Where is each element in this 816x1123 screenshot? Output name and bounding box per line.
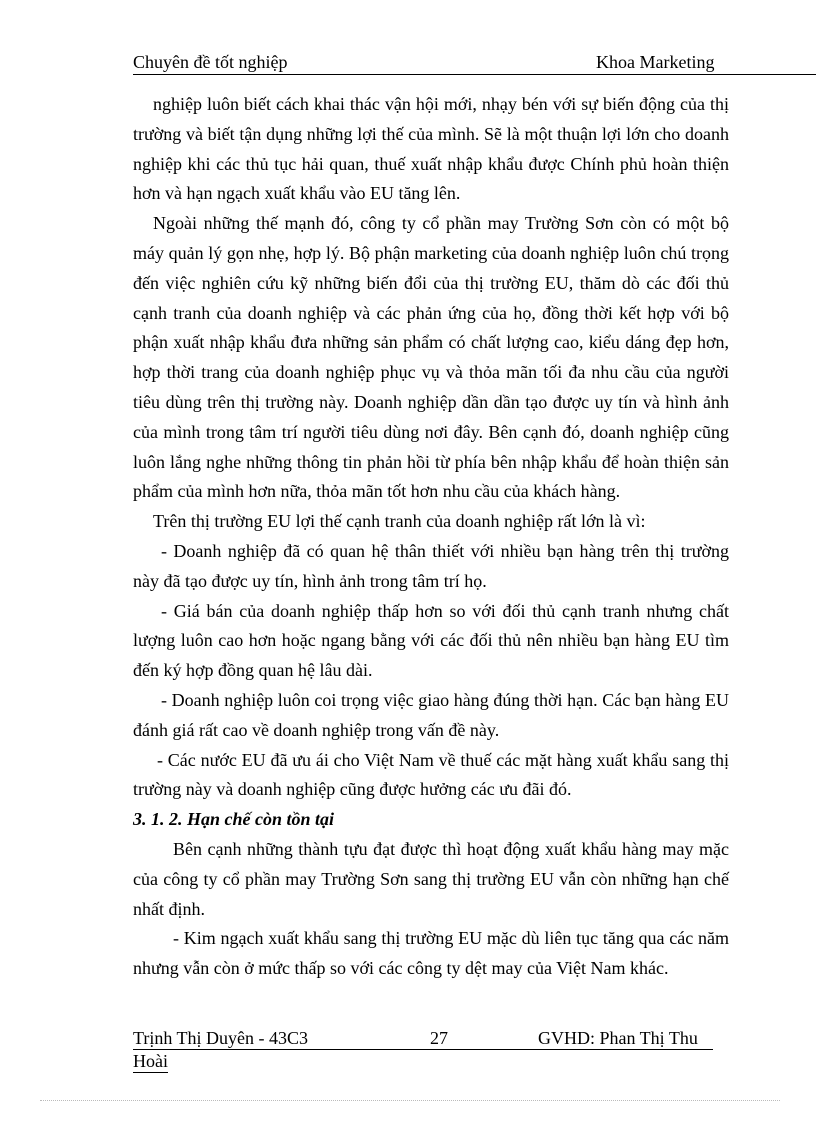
- document-body: [133, 90, 729, 984]
- footer-advisor: GVHD: Phan Thị Thu: [538, 1028, 698, 1048]
- page-header: [133, 52, 816, 75]
- page-bottom-divider: [40, 1100, 780, 1101]
- paragraph: Ngoài những thế mạnh đó, công ty cổ phần may Trường Sơn còn có một bộ máy quản lý gọn nhẹ, hợp lý. Bộ phận marketing của doanh nghiệp luôn chú trọng đến việc nghiên cứu kỹ những biến đổi của thị trường EU, thăm dò các đối thủ cạnh tranh của doanh nghiệp và các phản ứng của họ, đồng thời kết hợp với bộ phận xuất nhập khẩu đưa những sản phẩm có chất lượng cao, kiểu dáng đẹp hơn, hợp thời trang của doanh nghiệp phục vụ và thỏa mãn tối đa nhu cầu của người tiêu dùng trên thị trường này. Doanh nghiệp dần dần tạo được uy tín và hình ảnh của mình trong tâm trí người tiêu dùng nơi đây. Bên cạnh đó, doanh nghiệp cũng luôn lắng nghe những thông tin phản hồi từ phía bên nhập khẩu để hoàn thiện sản phẩm của mình hơn nữa, thỏa mãn tốt hơn nhu cầu của khách hàng.: [133, 213, 729, 502]
- bullet-item: - Giá bán của doanh nghiệp thấp hơn so với đối thủ cạnh tranh nhưng chất lượng luôn cao hơn hoặc ngang bằng với các đối thủ nên nhiều bạn hàng EU tìm đến ký hợp đồng quan hệ lâu dài.: [133, 600, 729, 681]
- bullet-item: - Doanh nghiệp luôn coi trọng việc giao hàng đúng thời hạn. Các bạn hàng EU đánh giá rất cao về doanh nghiệp trong vấn đề này.: [133, 689, 729, 740]
- page-footer: [133, 1027, 713, 1073]
- header-title: Chuyên đề tốt nghiệp: [133, 52, 288, 72]
- footer-author: Trịnh Thị Duyên - 43C3: [133, 1028, 309, 1048]
- bullet-item: - Doanh nghiệp đã có quan hệ thân thiết với nhiều bạn hàng trên thị trường này đã tạo được uy tín, hình ảnh trong tâm trí họ.: [133, 540, 729, 591]
- section-heading: 3. 1. 2. Hạn chế còn tồn tại: [133, 809, 335, 830]
- paragraph: Trên thị trường EU lợi thế cạnh tranh của doanh nghiệp rất lớn là vì:: [153, 511, 646, 532]
- bullet-item: - Các nước EU đã ưu ái cho Việt Nam về thuế các mặt hàng xuất khẩu sang thị trường này và doanh nghiệp cũng được hưởng các ưu đãi đó.: [133, 749, 729, 800]
- footer-advisor-continued: Hoài: [133, 1051, 168, 1071]
- bullet-item: - Kim ngạch xuất khẩu sang thị trường EU mặc dù liên tục tăng qua các năm nhưng vẫn còn ở mức thấp so với các công ty dệt may của Việt Nam khác.: [133, 928, 729, 979]
- page-number: 27: [430, 1028, 448, 1048]
- header-department: Khoa Marketing: [596, 52, 715, 72]
- paragraph: nghiệp luôn biết cách khai thác vận hội mới, nhạy bén với sự biến động của thị trường và biết tận dụng những lợi thế của mình. Sẽ là một thuận lợi lớn cho doanh nghiệp khi các thủ tục hải quan, thuế xuất nhập khẩu được Chính phủ hoàn thiện hơn và hạn ngạch xuất khẩu vào EU tăng lên.: [133, 94, 729, 204]
- paragraph: Bên cạnh những thành tựu đạt được thì hoạt động xuất khẩu hàng may mặc của công ty cổ phần may Trường Sơn sang thị trường EU vẫn còn những hạn chế nhất định.: [133, 838, 729, 919]
